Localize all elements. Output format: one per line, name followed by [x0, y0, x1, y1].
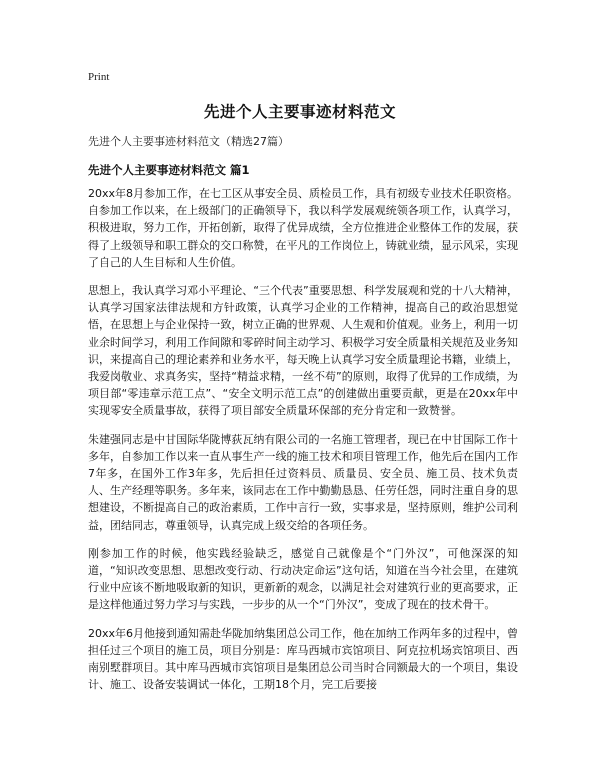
- paragraph: 朱建强同志是中甘国际华陇博荻瓦纳有限公司的一名施工管理者，现已在中甘国际工作十多年，自参加工作以来一直从事生产一线的施工技术和项目管理工作，他先后在国内工作7年多，在国外工作3年多，先后担任过资料员、质量员、安全员、施工员、技术负责人、生产经理等职务。多年来，该同志在工作中勤勤恳恳、任劳任怨，同时注重自身的思想建设，不断提高自己的政治素质，工作中言行一致，实事求是，坚持原则，维护公司利益，团结同志，尊重领导，认真完成上级交给的各项任务。: [88, 432, 518, 532]
- print-label: Print: [88, 71, 110, 83]
- paragraph: 20xx年6月他接到通知需赴华陇加纳集团总公司工作，他在加纳工作两年多的过程中，曾担任过三个项目的施工员，项目分别是：库马西城市宾馆项目、阿克拉机场宾馆项目、西南别墅群项目。其中库马西城市宾馆项目是集团总公司当时合同额最大的一个项目，集设计、施工、设备安装调试一体化，工期18个月，完工后要接: [88, 626, 519, 692]
- paragraph: 思想上，我认真学习邓小平理论、“三个代表”重要思想、科学发展观和党的十八大精神，认真学习国家法律法规和方针政策，认真学习企业的工作精神，提高自己的政治思想觉悟，在思想上与企业保持一致，树立正确的世界观、人生观和价值观。业务上，利用一切业余时间学习，利用工作间隙和零碎时间主动学习、积极学习安全质量相关规范及业务知识，来提高自己的理论素养和业务水平，每天晚上认真学习安全质量理论书籍，业绩上，我爱岗敬业、求真务实，坚持“精益求精，一丝不苟”的原则，取得了优异的工作成绩，为项目部“零违章示范工点”、“安全文明示范工点”的创建做出重要贡献，更是在20xx年中实现零安全质量事故，获得了项目部安全质量环保部的充分肯定和一致赞誉。: [88, 284, 518, 418]
- document-body: [88, 185, 518, 704]
- section-heading: 先进个人主要事迹材料范文 篇1: [88, 163, 250, 177]
- document-subtitle: 先进个人主要事迹材料范文（精选27篇）: [88, 135, 289, 148]
- paragraph: 20xx年8月参加工作，在七工区从事安全员、质检员工作，具有初级专业技术任职资格。自参加工作以来，在上级部门的正确领导下，我以科学发展观统领各项工作，认真学习，积极进取，努力工作，开拓创新，取得了优异成绩，全方位推进企业整体工作的发展，获得了上级领导和职工群众的交口称赞，在平凡的工作岗位上，铸就业绩，显示风采，实现了自己的人生目标和人生价值。: [88, 187, 519, 269]
- page-title: 先进个人主要事迹材料范文: [203, 103, 396, 121]
- paragraph: 刚参加工作的时候，他实践经验缺乏，感觉自己就像是个“门外汉”，可他深深的知道，“知识改变思想、思想改变行动、行动决定命运”这句话，知道在当今社会里，在建筑行业中应该不断地吸取新的知识，更新新的观念，以满足社会对建筑行业的更高要求，正是这样他通过努力学习与实践，一步步的从一个“门外汉”，变成了现在的技术骨干。: [88, 546, 518, 612]
